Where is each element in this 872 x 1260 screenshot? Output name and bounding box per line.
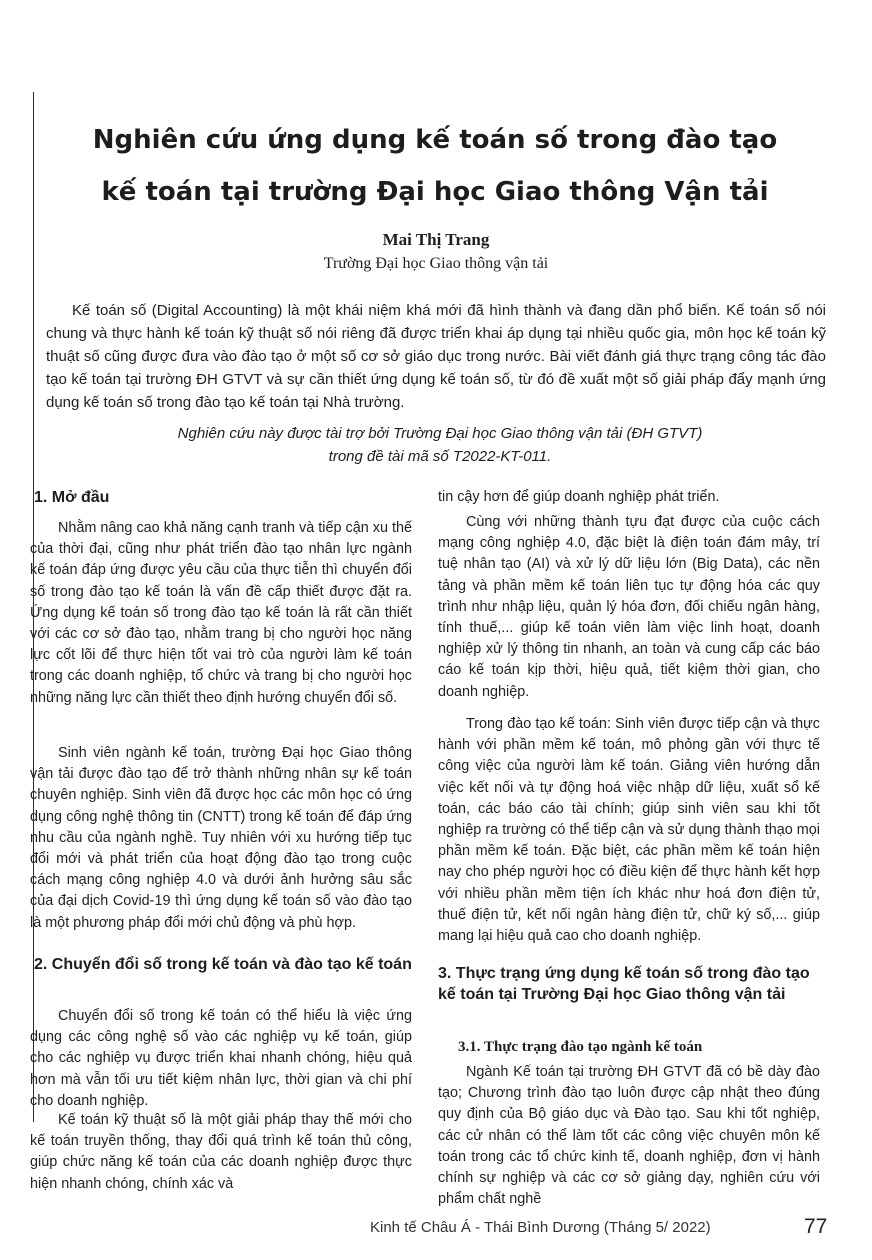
journal-footer: Kinh tế Châu Á - Thái Bình Dương (Tháng 5/ 2022) (370, 1219, 711, 1236)
right-paragraph-4: Ngành Kế toán tại trường ĐH GTVT đã có bề dày đào tạo; Chương trình đào tạo luôn được cập nhật theo đúng quy định của Bộ giáo dục và Đào tạo. Sau khi tốt nghiệp, các cử nhân có thể làm tốt các công việc chuyên môn kế toán trong các tổ chức kinh tế, doanh nghiệp, đơn vị hành chính sự nghiệp và các cơ sở giảng dạy, nghiên cứu với phẩm chất nghề (438, 1064, 820, 1208)
page-number: 77 (804, 1215, 828, 1238)
author-affiliation: Trường Đại học Giao thông vận tải (323, 255, 549, 272)
funding-note (80, 422, 800, 468)
title-line-2: kế toán tại trường Đại học Giao thông Vận tải (101, 177, 769, 207)
section-heading-3: 3. Thực trạng ứng dụng kế toán số trong đào tạo kế toán tại Trường Đại học Giao thông vận tải (438, 965, 810, 1003)
right-paragraph-3: Trong đào tạo kế toán: Sinh viên được tiếp cận và thực hành với phần mềm kế toán, mô phỏng gần với thực tế công việc của người làm kế toán. Giảng viên hướng dẫn việc kết nối và tự động hoá việc nhập dữ liệu, xuất sổ kế toán, các báo cáo tài chính; giúp sinh viên sau khi tốt nghiệp ra trường có thể tiếp cận và sử dụng thành thạo mọi phần mềm kế toán. Đặc biệt, các phần mềm kế toán hiện nay cho phép người học có điều kiện để thực hành kết hợp với nhiều phần mềm tiện ích khác như hoá đơn điện tử, thuế điện tử, kết nối ngân hàng điện tử, chữ ký số,... giúp mang lại hiệu quả cao cho doanh nghiệp. (438, 716, 820, 945)
left-paragraph-3: Chuyển đổi số trong kế toán có thể hiểu là việc ứng dụng các công nghệ số vào các nghiệp vụ kế toán, giúp cho các nghiệp vụ được triển khai nhanh chóng, hiệu quả hơn mà vẫn tối ưu tiết kiệm nhân lực, thời gian và chi phí cho doanh nghiệp. (30, 1008, 412, 1109)
left-paragraph-1: Nhằm nâng cao khả năng cạnh tranh và tiếp cận xu thế của thời đại, cũng như phát triển đào tạo nhân lực ngành kế toán đáp ứng được yêu cầu của thực tiễn thì chuyển đổi số trong đào tạo kế toán là vấn đề cấp thiết được đặt ra. Ứng dụng kế toán số trong đào tạo kế toán là rất cần thiết với các cơ sở đào tạo, nhằm trang bị cho người học năng lực cốt lõi để thực hiện tốt vai trò của người làm kế toán trong các doanh nghiệp, tổ chức và trang bị cho người học những năng lực cần thiết theo định hướng chuyển đổi số. (30, 520, 412, 706)
abstract: Kế toán số (Digital Accounting) là một khái niệm khá mới đã hình thành và đang dần phổ biến. Kế toán số nói chung và thực hành kế toán kỹ thuật số nói riêng đã được triển khai áp dụng tại nhiều quốc gia, môn học kế toán kỹ thuật số cũng được đưa vào đào tạo ở một số cơ sở giáo dục trong nước. Bài viết đánh giá thực trạng công tác đào tạo kế toán tại trường ĐH GTVT và sự cần thiết ứng dụng kế toán số, từ đó đề xuất một số giải pháp đẩy mạnh ứng dụng kế toán số trong đào tạo kế toán tại Nhà trường. (46, 302, 826, 411)
left-paragraph-2: Sinh viên ngành kế toán, trường Đại học Giao thông vận tải được đào tạo để trở thành những nhân sự kế toán chuyên nghiệp. Sinh viên đã được học các môn học có ứng dụng công nghệ thông tin (CNTT) trong kế toán để đáp ứng nhu cầu của ngành nghề. Tuy nhiên với xu hướng tiếp tục đổi mới và phát triển của hoạt động đào tạo trong cuộc cách mạng công nghiệp 4.0 và dưới ảnh hưởng sâu sắc của đại dịch Covid-19 thì ứng dụng kế toán số vào đào tạo là một phương pháp đổi mới chủ động và phù hợp. (30, 745, 412, 931)
article-title (40, 114, 830, 218)
title-line-1: Nghiên cứu ứng dụng kế toán số trong đào tạo (92, 125, 778, 155)
section-heading-2: 2. Chuyển đổi số trong kế toán và đào tạo kế toán (34, 956, 412, 973)
author-name: Mai Thị Trang (382, 230, 490, 249)
subsection-heading-3-1: 3.1. Thực trạng đào tạo ngành kế toán (458, 1039, 703, 1055)
right-paragraph-2: Cùng với những thành tựu đạt được của cuộc cách mạng công nghiệp 4.0, đặc biệt là điện toán đám mây, trí tuệ nhân tạo (AI) và xử lý dữ liệu lớn (Big Data), các nền tảng và phần mềm kế toán liên tục tự động hóa các quy trình như nhập liệu, quản lý hóa đơn, đối chiếu ngân hàng, tính thuế,... giúp kế toán viên làm việc linh hoạt, doanh nghiệp xử lý thông tin nhanh, an toàn và cung cấp các báo cáo kế toán kịp thời, hiệu quả, tiết kiệm thời gian, cho doanh nghiệp. (438, 514, 820, 700)
funding-line-2: trong đề tài mã số T2022-KT-011. (328, 448, 552, 465)
section-heading-1: 1. Mở đầu (34, 489, 110, 506)
funding-line-1: Nghiên cứu này được tài trợ bởi Trường Đại học Giao thông vận tải (ĐH GTVT) (177, 425, 703, 442)
right-paragraph-1: tin cậy hơn để giúp doanh nghiệp phát triển. (438, 489, 720, 505)
left-paragraph-4: Kế toán kỹ thuật số là một giải pháp thay thế mới cho kế toán truyền thống, thay đổi quá trình kế toán thủ công, giúp chức năng kế toán của các doanh nghiệp được thực hiện nhanh chóng, chính xác và (30, 1112, 412, 1192)
